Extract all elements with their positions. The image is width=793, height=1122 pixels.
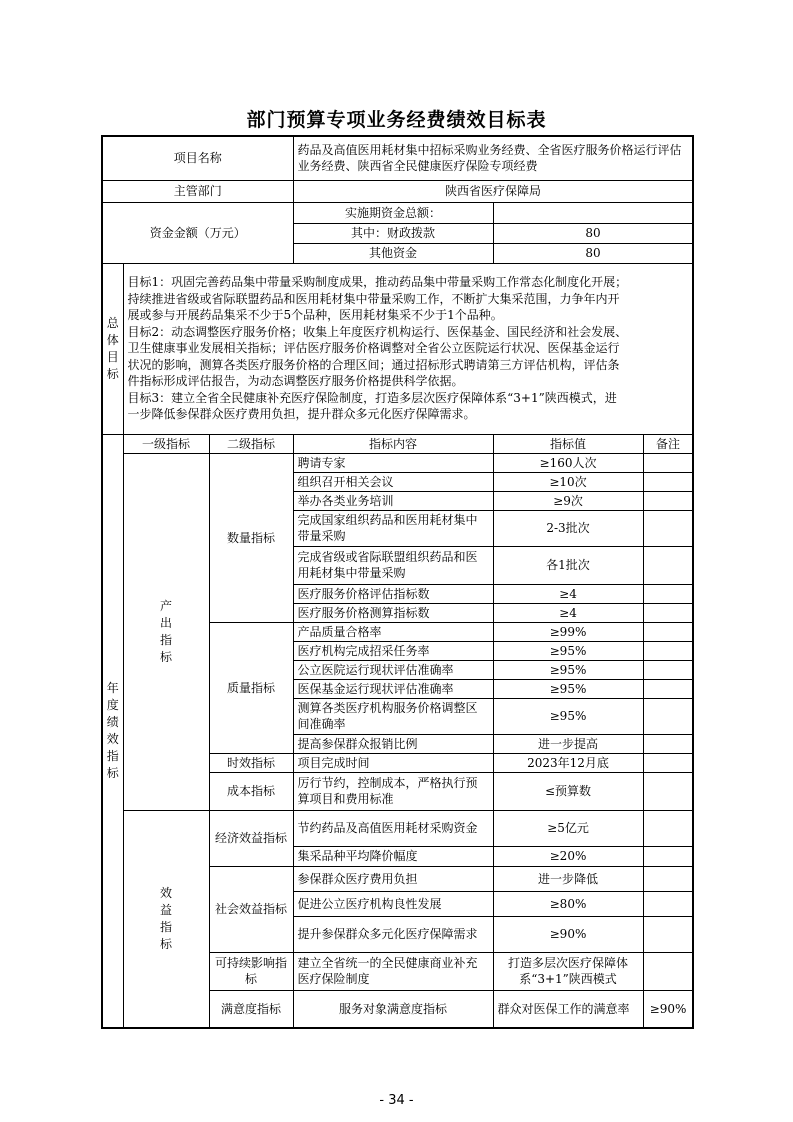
header-value: 指标值 — [493, 434, 643, 453]
indicator-content: 医疗服务价格评估指标数 — [293, 584, 493, 603]
indicator-content: 聘请专家 — [293, 453, 493, 472]
performance-table — [101, 135, 694, 1029]
indicator-content: 完成省级或省际联盟组织药品和医用耗材集中带量采购 — [293, 546, 493, 584]
indicator-content: 节约药品及高值医用耗材采购资金 — [293, 810, 493, 846]
indicator-content: 产品质量合格率 — [293, 622, 493, 641]
indicator-content: 提升参保群众多元化医疗保障需求 — [293, 916, 493, 952]
service-satisfaction-label: 服务对象满意度指标 — [293, 990, 493, 1028]
indicator-note — [643, 622, 693, 641]
indicator-note — [643, 491, 693, 510]
indicator-value: ≥90% — [643, 990, 693, 1028]
dept-value: 陕西省医疗保障局 — [293, 180, 693, 202]
overall-line: 目标1：巩固完善药品集中带量采购制度成果，推动药品集中带量采购工作常态化制度化开展； — [127, 275, 628, 290]
indicator-content: 促进公立医疗机构良性发展 — [293, 891, 493, 916]
indicator-value: ≥80% — [493, 891, 643, 916]
indicator-note — [643, 584, 693, 603]
indicator-note — [643, 866, 693, 891]
overall-line: 目标2：动态调整医疗服务价格；收集上年度医疗机构运行、医保基金、国民经济和社会发展、 — [127, 324, 628, 339]
page-number: - 34 - — [379, 1093, 414, 1108]
header-level1: 一级指标 — [123, 434, 209, 453]
indicator-value: 打造多层次医疗保障体系“3+1”陕西模式 — [493, 952, 643, 990]
indicator-note — [643, 734, 693, 753]
overall-line: 件指标形成评估报告，为动态调整医疗服务价格提供科学依据。 — [127, 374, 464, 389]
indicator-note — [643, 916, 693, 952]
funds-label: 资金金额（万元） — [102, 202, 293, 263]
sustain-indicator-label: 可持续影响指标 — [209, 952, 293, 990]
indicator-content: 医保基金运行现状评估准确率 — [293, 679, 493, 698]
indicator-content: 厉行节约，控制成本，严格执行预算项目和费用标准 — [293, 772, 493, 810]
indicator-content: 公立医院运行现状评估准确率 — [293, 660, 493, 679]
header-content: 指标内容 — [293, 434, 493, 453]
indicator-content: 集采品种平均降价幅度 — [293, 846, 493, 866]
funds-total-label: 实施期资金总额： — [293, 202, 493, 223]
indicator-value: ≥99% — [493, 622, 643, 641]
funds-finance-value: 80 — [493, 223, 693, 243]
indicator-value: 各1批次 — [493, 546, 643, 584]
overall-line: 卫生健康事业发展相关指标；评估医疗服务价格调整对全省公立医院运行状况、医保基金运行 — [127, 341, 620, 356]
header-note: 备注 — [643, 434, 693, 453]
indicator-note — [643, 846, 693, 866]
dept-label: 主管部门 — [102, 180, 293, 202]
indicator-content: 参保群众医疗费用负担 — [293, 866, 493, 891]
header-level2: 二级指标 — [209, 434, 293, 453]
project-name-label: 项目名称 — [102, 136, 293, 180]
overall-line: 目标3：建立全省全民健康补充医疗保险制度，打造多层次医疗保障体系“3+1”陕西模式，进 — [127, 390, 617, 405]
economic-indicator-label: 经济效益指标 — [209, 810, 293, 866]
funds-other-label: 其他资金 — [293, 243, 493, 263]
indicator-note — [643, 510, 693, 546]
overall-line: 状况的影响，测算各类医疗服务价格的合理区间；通过招标形式聘请第三方评估机构，评估条 — [127, 357, 620, 372]
page-title: 部门预算专项业务经费绩效目标表 — [246, 109, 547, 131]
indicator-value: ≥95% — [493, 698, 643, 734]
indicator-value: ≥95% — [493, 679, 643, 698]
indicator-note — [643, 753, 693, 772]
output-indicator-label: 产出指标 — [123, 453, 209, 810]
time-indicator-label: 时效指标 — [209, 753, 293, 772]
indicator-note — [643, 772, 693, 810]
indicator-content: 提高参保群众报销比例 — [293, 734, 493, 753]
indicator-content: 群众对医保工作的满意率 — [493, 990, 643, 1028]
indicator-value: ≥95% — [493, 641, 643, 660]
indicator-note — [643, 952, 693, 990]
satisfaction-indicator-label: 满意度指标 — [209, 990, 293, 1028]
indicator-content: 医疗服务价格测算指标数 — [293, 603, 493, 622]
indicator-value: ≤预算数 — [493, 772, 643, 810]
overall-line: 展或参与开展药品集采不少于5个品种，医用耗材集采不少于1个品种。 — [127, 308, 503, 323]
overall-line: 持续推进省级或省际联盟药品和医用耗材集中带量采购工作，不断扩大集采范围，力争年内开 — [127, 291, 620, 306]
indicator-value: 2023年12月底 — [493, 753, 643, 772]
indicator-value: ≥95% — [493, 660, 643, 679]
indicator-note — [643, 679, 693, 698]
indicator-note — [643, 472, 693, 491]
indicator-value: ≥5亿元 — [493, 810, 643, 846]
indicator-note — [643, 698, 693, 734]
overall-line: 一步降低参保群众医疗费用负担，提升群众多元化医疗保障需求。 — [127, 407, 476, 422]
annual-indicator-label: 年度绩效指标 — [102, 434, 123, 1028]
indicator-value: ≥90% — [493, 916, 643, 952]
indicator-note — [643, 641, 693, 660]
funds-other-value: 80 — [493, 243, 693, 263]
indicator-value: ≥10次 — [493, 472, 643, 491]
indicator-note — [643, 891, 693, 916]
cost-indicator-label: 成本指标 — [209, 772, 293, 810]
indicator-content: 测算各类医疗机构服务价格调整区间准确率 — [293, 698, 493, 734]
indicator-value: ≥20% — [493, 846, 643, 866]
indicator-note — [643, 660, 693, 679]
quality-indicator-label: 质量指标 — [209, 622, 293, 753]
indicator-content: 项目完成时间 — [293, 753, 493, 772]
indicator-content: 举办各类业务培训 — [293, 491, 493, 510]
overall-target-label: 总体目标 — [102, 263, 123, 434]
effect-indicator-label: 效益指标 — [123, 810, 209, 1028]
indicator-content: 医疗机构完成招采任务率 — [293, 641, 493, 660]
indicator-note — [643, 453, 693, 472]
indicator-note — [643, 810, 693, 846]
indicator-note — [643, 546, 693, 584]
indicator-value: ≥4 — [493, 584, 643, 603]
funds-total-value — [493, 202, 693, 223]
indicator-value: ≥9次 — [493, 491, 643, 510]
indicator-note — [643, 603, 693, 622]
project-name-value: 药品及高值医用耗材集中招标采购业务经费、全省医疗服务价格运行评估业务经费、陕西省全民健康医疗保险专项经费 — [293, 136, 693, 180]
overall-target-text — [123, 263, 693, 434]
indicator-content: 组织召开相关会议 — [293, 472, 493, 491]
indicator-value: 进一步提高 — [493, 734, 643, 753]
indicator-content: 完成国家组织药品和医用耗材集中带量采购 — [293, 510, 493, 546]
funds-finance-label: 其中：财政拨款 — [293, 223, 493, 243]
indicator-value: 进一步降低 — [493, 866, 643, 891]
quantity-indicator-label: 数量指标 — [209, 453, 293, 622]
social-indicator-label: 社会效益指标 — [209, 866, 293, 952]
indicator-value: 2-3批次 — [493, 510, 643, 546]
indicator-value: ≥160人次 — [493, 453, 643, 472]
indicator-value: ≥4 — [493, 603, 643, 622]
indicator-content: 建立全省统一的全民健康商业补充医疗保险制度 — [293, 952, 493, 990]
